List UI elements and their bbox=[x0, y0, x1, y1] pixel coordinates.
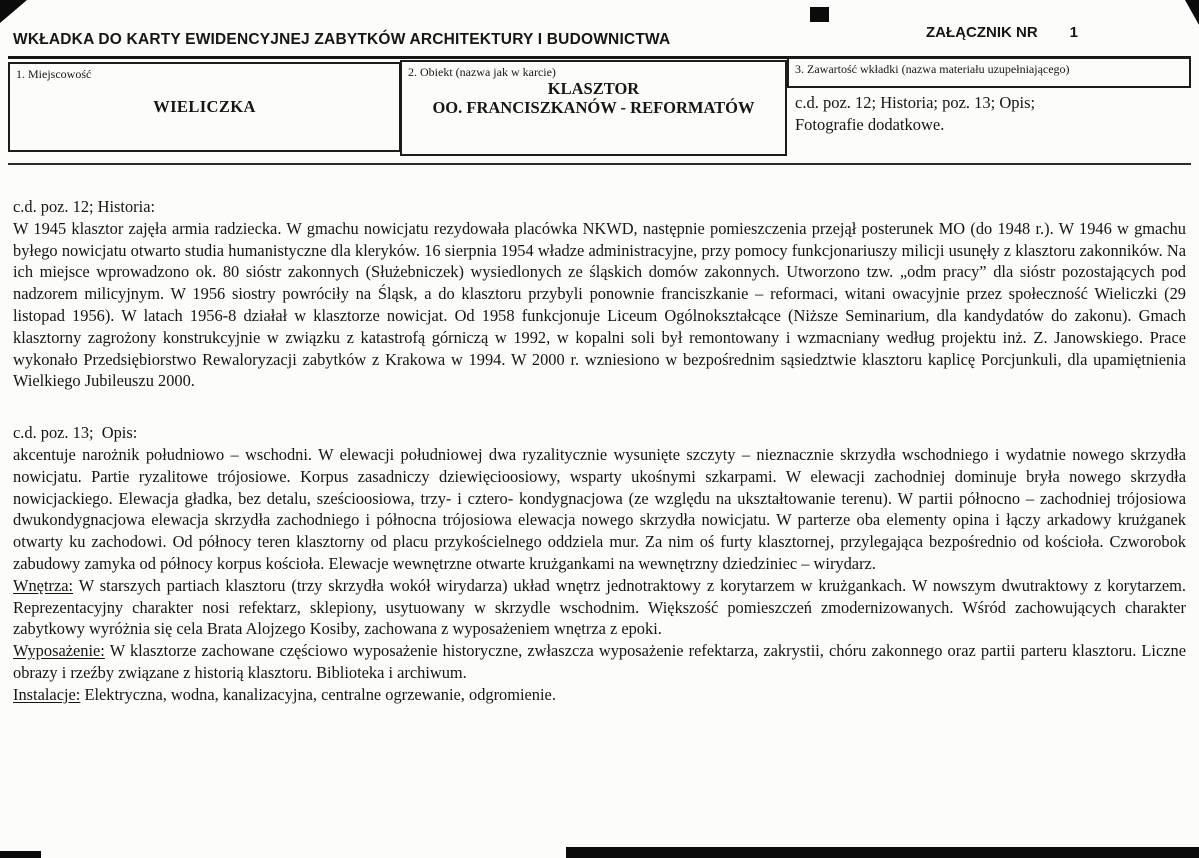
section-wyposazenie bbox=[13, 640, 1186, 684]
opis-heading: c.d. poz. 13; Opis: bbox=[13, 423, 138, 443]
section-wnetrza-label: Wnętrza: bbox=[13, 575, 74, 595]
opis-paragraph: akcentuje narożnik południowo – wschodni. W elewacji południowej dwa ryzalitycznie wysunięte szczyty – nieznacznie skrzydła wschodniego i wydatnie nowego skrzydła nowicjatu. Partie ryzalitowe trójosiowe. Korpus zasadniczy dziewięcioosiowy, wsparty ukośnymi szkarpami. W elewacji zachodniej dominuje bryła nowego skrzydła nowicjackiego. Elewacja gładka, bez detalu, sześcioosiowa, trzy- i cztero- kondygnacjowa (ze względu na ukształtowanie terenu). W partii północno – zachodniej trójosiowa dwukondygnacjowa elewacja skrzydła zachodniego i północna trójosiowa elewacja nowego skrzydła nowicjatu. W parterze oba elementy opina i łączy arkadowy krużganek otwarty ku zachodowi. Od północy teren klasztorny od placu przykościelnego oddziela mur. Za nim oś furty klasztornej, przylegająca bezpośrednio od kościoła. Czworobok zabudowy zamyka od północy korpus kościoła. Elewacje wewnętrzne otwarte krużgankami na wewnętrzny dziedziniec – wirydarz. bbox=[13, 444, 1186, 573]
field-zawartosc-value bbox=[795, 92, 1191, 136]
scan-artifact-bottom-right bbox=[566, 847, 1199, 858]
field-zawartosc-label: 3. Zawartość wkładki (nazwa materiału uzupełniającego) bbox=[795, 62, 1070, 76]
field-zawartosc-box bbox=[787, 57, 1191, 88]
section-wyposazenie-text: W klasztorze zachowane częściowo wyposażenie historyczne, zwłaszcza wyposażenie refektarza, zakrystii, chóru zakonnego oraz partii parteru klasztoru. Liczne obrazy i rzeźby związane z historią klasztoru. Biblioteka i archiwum. bbox=[13, 641, 1186, 682]
field-miejscowosc-label: 1. Miejscowość bbox=[16, 67, 92, 81]
field-obiekt-label: 2. Obiekt (nazwa jak w karcie) bbox=[408, 65, 556, 79]
body-text bbox=[13, 196, 1186, 706]
scan-artifact-top-left bbox=[0, 0, 27, 23]
field-miejscowosc-value: WIELICZKA bbox=[153, 97, 256, 116]
field-zawartosc-value-line1: c.d. poz. 12; Historia; poz. 13; Opis; bbox=[795, 93, 1036, 112]
attachment-label: ZAŁĄCZNIK NR bbox=[926, 24, 1038, 41]
scan-artifact-bottom-left bbox=[0, 851, 41, 858]
field-zawartosc-value-line2: Fotografie dodatkowe. bbox=[795, 115, 945, 134]
attachment-number: 1 bbox=[1069, 24, 1078, 41]
scan-artifact-top-right bbox=[1185, 0, 1199, 25]
field-obiekt-box bbox=[400, 60, 787, 156]
history-heading: c.d. poz. 12; Historia: bbox=[13, 197, 156, 216]
section-wnetrza bbox=[13, 575, 1186, 640]
scan-artifact-top-center bbox=[810, 7, 829, 22]
field-obiekt-value-line2: OO. FRANCISZKANÓW - REFORMATÓW bbox=[432, 98, 755, 117]
separator-rule bbox=[8, 163, 1191, 165]
section-instalacje bbox=[13, 684, 1186, 706]
section-wnetrza-text: W starszych partiach klasztoru (trzy skrzydła wokół wirydarza) układ wnętrz jednotraktowy z korytarzem w krużgankach. W nowszym dwutraktowy z korytarzem. Reprezentacyjny charakter nosi refektarz, sklepiony, usytuowany w skrzydle wschodnim. Większość pomieszczeń zmodernizowanych. Wśród zachowujących charakter zabytkowy wyróżnia się cela Brata Alojzego Kosiby, zachowana z wyposażeniem wnętrza z epoki. bbox=[13, 575, 1186, 639]
field-obiekt-value-line1: KLASZTOR bbox=[547, 79, 640, 98]
section-wyposazenie-label: Wyposażenie: bbox=[13, 641, 105, 661]
section-instalacje-label: Instalacje: bbox=[13, 684, 81, 704]
history-paragraph: W 1945 klasztor zajęła armia radziecka. W gmachu nowicjatu rezydowała placówka NKWD, następnie pomieszczenia przejął posterunek MO (do 1948 r.). W 1946 w gmachu byłego nowicjatu otwarto studia humanistyczne dla kleryków. 16 sierpnia 1954 władze administracyjne, przy pomocy funkcjonariuszy milicji usunęły z klasztoru zakonników. Na ich miejsce wprowadzono ok. 80 sióstr zakonnych (Służebniczek) wysiedlonych ze śląskich domów zakonnych. Utworzono tzw. „odm pracy” dla sióstr pozostających pod nadzorem milicyjnym. W 1956 siostry powróciły na Śląsk, a do klasztoru przybyli ponownie franciszkanie – reformaci, witani owacyjnie przez społeczność Wieliczki (29 listopad 1956). W latach 1956-8 działał w klasztorze nowicjat. Od 1958 funkcjonuje Liceum Ogólnokształcące (Niższe Seminarium, dla kandydatów do zakonu). Gmach klasztorny zagrożony konstrukcyjnie w związku z katastrofą górniczą w 1992, w kopalni soli był remontowany i wzmacniany według projektu inż. Z. Janowskiego. Prace wykonało Przedsiębiorstwo Rewaloryzacji zabytków z Krakowa w 1994. W 2000 r. wzniesiono w bezpośrednim sąsiedztwie klasztoru kaplicę Porcjunkuli, dla upamiętnienia Wielkiego Jubileuszu 2000. bbox=[13, 218, 1186, 391]
attachment-header bbox=[926, 24, 1078, 41]
section-instalacje-text: Elektryczna, wodna, kanalizacyjna, centralne ogrzewanie, odgromienie. bbox=[84, 684, 556, 704]
field-miejscowosc-box bbox=[8, 62, 401, 152]
document-title: WKŁADKA DO KARTY EWIDENCYJNEJ ZABYTKÓW ARCHITEKTURY I BUDOWNICTWA bbox=[13, 31, 671, 48]
